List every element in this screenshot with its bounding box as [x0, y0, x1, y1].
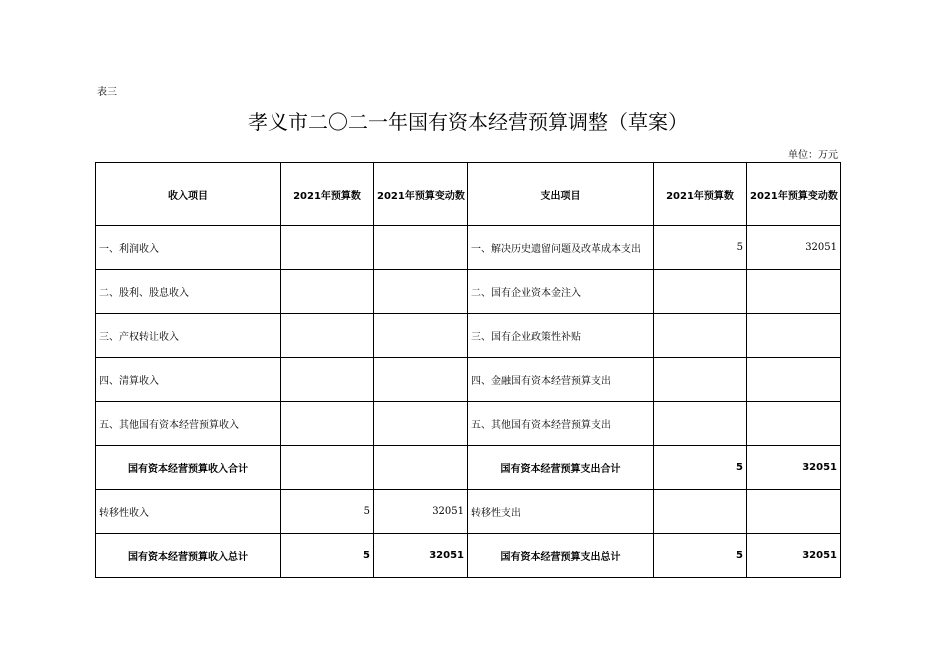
expense-change: [747, 402, 841, 446]
income-budget: 5: [281, 534, 374, 578]
table-row: [96, 226, 841, 270]
transfer-row: [96, 490, 841, 534]
expense-change: 32051: [747, 534, 841, 578]
income-item: 二、股利、股息收入: [96, 270, 281, 314]
expense-change: [747, 490, 841, 534]
expense-change: [747, 270, 841, 314]
expense-budget: [654, 270, 747, 314]
expense-item: 转移性支出: [468, 490, 654, 534]
header-expense-change: 2021年预算变动数: [747, 163, 841, 226]
expense-budget: [654, 490, 747, 534]
header-expense-item: 支出项目: [468, 163, 654, 226]
table-row: [96, 358, 841, 402]
expense-subtotal-label: 国有资本经营预算支出合计: [468, 446, 654, 490]
income-item: 三、产权转让收入: [96, 314, 281, 358]
header-income-budget: 2021年预算数: [281, 163, 374, 226]
grand-total-row: [96, 534, 841, 578]
header-income-item: 收入项目: [96, 163, 281, 226]
income-change: [374, 402, 468, 446]
income-budget: [281, 402, 374, 446]
table-header-row: [96, 163, 841, 226]
expense-item: 五、其他国有资本经营预算支出: [468, 402, 654, 446]
income-budget: [281, 358, 374, 402]
unit-label: 单位：万元: [788, 150, 838, 161]
expense-item: 三、国有企业政策性补贴: [468, 314, 654, 358]
income-item: 转移性收入: [96, 490, 281, 534]
expense-change: 32051: [747, 446, 841, 490]
income-subtotal-label: 国有资本经营预算收入合计: [96, 446, 281, 490]
expense-change: [747, 314, 841, 358]
income-change: 32051: [374, 534, 468, 578]
expense-change: [747, 358, 841, 402]
income-change: [374, 358, 468, 402]
budget-table: [95, 162, 841, 578]
income-total-label: 国有资本经营预算收入总计: [96, 534, 281, 578]
income-budget: 5: [281, 490, 374, 534]
document-title: 孝义市二〇二一年国有资本经营预算调整（草案）: [248, 110, 688, 134]
income-budget: [281, 314, 374, 358]
expense-change: 32051: [747, 226, 841, 270]
subtotal-row: [96, 446, 841, 490]
income-change: 32051: [374, 490, 468, 534]
expense-budget: 5: [654, 446, 747, 490]
income-budget: [281, 446, 374, 490]
income-item: 四、清算收入: [96, 358, 281, 402]
expense-budget: 5: [654, 534, 747, 578]
expense-item: 二、国有企业资本金注入: [468, 270, 654, 314]
income-change: [374, 314, 468, 358]
expense-budget: [654, 402, 747, 446]
expense-budget: [654, 314, 747, 358]
income-change: [374, 226, 468, 270]
table-row: [96, 270, 841, 314]
expense-item: 四、金融国有资本经营预算支出: [468, 358, 654, 402]
income-item: 五、其他国有资本经营预算收入: [96, 402, 281, 446]
expense-budget: [654, 358, 747, 402]
income-item: 一、利润收入: [96, 226, 281, 270]
income-change: [374, 446, 468, 490]
header-expense-budget: 2021年预算数: [654, 163, 747, 226]
header-income-change: 2021年预算变动数: [374, 163, 468, 226]
income-budget: [281, 270, 374, 314]
table-row: [96, 402, 841, 446]
table-row: [96, 314, 841, 358]
income-change: [374, 270, 468, 314]
expense-item: 一、解决历史遗留问题及改革成本支出: [468, 226, 654, 270]
table-number: 表三: [97, 87, 117, 98]
expense-total-label: 国有资本经营预算支出总计: [468, 534, 654, 578]
expense-budget: 5: [654, 226, 747, 270]
income-budget: [281, 226, 374, 270]
